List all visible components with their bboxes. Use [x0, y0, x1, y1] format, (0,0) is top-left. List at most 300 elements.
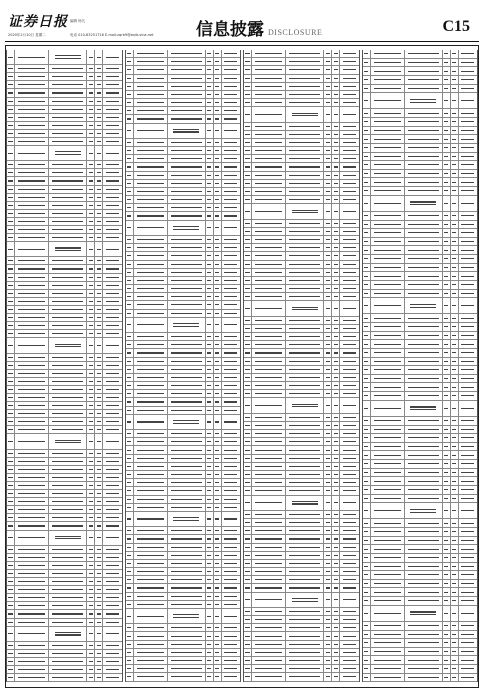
illegible-text: [89, 633, 93, 634]
illegible-text: [127, 587, 131, 588]
illegible-text: [52, 493, 83, 494]
table-row: [126, 544, 241, 552]
remark-cell: [459, 290, 477, 298]
illegible-text: [8, 229, 12, 230]
illegible-text: [137, 336, 164, 337]
table-row: [363, 67, 478, 76]
value-cell: [451, 563, 459, 571]
remark-cell: [103, 506, 121, 513]
remark-cell: [222, 236, 240, 243]
table-row: [126, 236, 241, 244]
illegible-text: [334, 102, 338, 103]
value-cell: [214, 479, 222, 486]
remark-cell: [340, 188, 358, 195]
illegible-text: [444, 293, 448, 294]
section-title: 信息披露: [196, 20, 264, 40]
value-cell: [324, 511, 332, 518]
illegible-text: [207, 596, 211, 597]
table-row: [244, 293, 359, 301]
row-number-cell: [244, 560, 252, 567]
illegible-text: [171, 288, 202, 289]
illegible-text: [224, 352, 237, 353]
illegible-text: [343, 611, 356, 612]
value-cell: [206, 446, 214, 453]
row-number-cell: [244, 374, 252, 381]
table-row: [363, 170, 478, 179]
fund-name-cell: [286, 204, 324, 218]
illegible-text: [334, 158, 338, 159]
illegible-text: [215, 361, 219, 362]
illegible-text: [18, 301, 45, 302]
remark-cell: [103, 298, 121, 305]
illegible-text: [137, 410, 164, 411]
row-number-cell: [126, 91, 134, 98]
remark-cell: [340, 624, 358, 631]
illegible-text: [137, 676, 164, 677]
remark-cell: [459, 135, 477, 143]
value-cell: [87, 290, 95, 297]
remark-cell: [340, 196, 358, 203]
illegible-text: [334, 78, 338, 79]
fund-name-cell: [286, 560, 324, 567]
illegible-text: [224, 150, 237, 151]
remark-cell: [459, 67, 477, 75]
table-row: [7, 394, 122, 402]
illegible-text: [224, 441, 237, 442]
value-cell: [95, 562, 103, 569]
illegible-text: [334, 571, 338, 572]
illegible-text: [8, 197, 12, 198]
table-row: [126, 487, 241, 495]
illegible-text: [207, 587, 211, 588]
illegible-text: [18, 517, 45, 518]
value-cell: [95, 306, 103, 313]
value-cell: [443, 67, 451, 75]
value-cell: [214, 261, 222, 268]
illegible-text: [245, 385, 249, 386]
illegible-text: [334, 466, 338, 467]
illegible-text: [97, 525, 101, 526]
value-cell: [206, 601, 214, 608]
value-cell: [332, 325, 340, 332]
illegible-text: [89, 309, 93, 310]
illegible-text: [215, 272, 219, 273]
row-number-cell: [126, 512, 134, 526]
illegible-text: [207, 86, 211, 87]
illegible-text: [207, 421, 211, 422]
illegible-text: [326, 636, 330, 637]
illegible-text: [89, 413, 93, 414]
fund-name-cell: [286, 374, 324, 381]
illegible-text: [444, 53, 448, 54]
value-cell: [451, 571, 459, 579]
fund-code-cell: [15, 482, 49, 489]
row-number-cell: [363, 178, 371, 186]
value-cell: [443, 656, 451, 664]
illegible-text: [289, 231, 320, 232]
illegible-text: [8, 669, 12, 670]
fund-name-cell: [286, 220, 324, 227]
value-cell: [324, 568, 332, 575]
fund-code-cell: [252, 91, 286, 98]
illegible-text: [408, 258, 439, 259]
row-number-cell: [244, 455, 252, 462]
remark-cell: [459, 401, 477, 416]
illegible-text: [461, 455, 474, 456]
illegible-text: [245, 514, 249, 515]
illegible-text: [18, 92, 45, 93]
row-number-cell: [363, 519, 371, 527]
remark-cell: [340, 584, 358, 591]
fund-name-cell: [168, 624, 206, 631]
value-cell: [443, 434, 451, 442]
illegible-text: [171, 313, 202, 314]
fund-code-cell: [252, 519, 286, 526]
table-row: [7, 50, 122, 65]
remark-cell: [103, 169, 121, 176]
table-row: [126, 180, 241, 188]
row-number-cell: [7, 202, 15, 209]
table-row: [363, 135, 478, 144]
remark-cell: [222, 83, 240, 90]
value-cell: [451, 545, 459, 553]
value-cell: [443, 545, 451, 553]
illegible-text: [452, 651, 456, 652]
value-cell: [206, 415, 214, 429]
illegible-text: [374, 592, 401, 593]
remark-cell: [459, 597, 477, 605]
illegible-text: [8, 109, 12, 110]
fund-name-cell: [286, 285, 324, 292]
illegible-text: [289, 166, 320, 167]
row-number-cell: [126, 236, 134, 243]
fund-name-cell: [286, 527, 324, 534]
value-cell: [95, 602, 103, 609]
illegible-text: [452, 592, 456, 593]
table-row: [7, 570, 122, 578]
illegible-text: [408, 378, 439, 379]
illegible-text: [207, 94, 211, 95]
illegible-text: [334, 482, 338, 483]
illegible-text: [452, 420, 456, 421]
remark-cell: [340, 172, 358, 179]
value-cell: [443, 118, 451, 126]
value-cell: [451, 639, 459, 647]
illegible-text: [106, 92, 119, 93]
illegible-text: [408, 326, 439, 327]
table-row: [7, 619, 122, 627]
illegible-text: [461, 446, 474, 447]
remark-cell: [340, 438, 358, 445]
illegible-text: [224, 587, 237, 588]
table-row: [126, 568, 241, 576]
table-row: [7, 554, 122, 562]
illegible-text: [408, 463, 439, 464]
fund-code-cell: [371, 93, 405, 108]
illegible-text: [343, 247, 356, 248]
value-cell: [87, 98, 95, 105]
value-cell: [332, 147, 340, 154]
row-number-cell: [244, 261, 252, 268]
illegible-text: [18, 525, 45, 526]
illegible-text: [127, 563, 131, 564]
illegible-text: [334, 352, 338, 353]
value-cell: [324, 163, 332, 170]
remark-cell: [103, 378, 121, 385]
illegible-text: [410, 409, 436, 410]
illegible-text: [289, 393, 320, 394]
remark-cell: [340, 50, 358, 57]
remark-cell: [103, 161, 121, 168]
illegible-text: [374, 344, 401, 345]
illegible-text: [106, 101, 119, 102]
row-number-cell: [126, 446, 134, 453]
table-row: [126, 172, 241, 180]
illegible-text: [289, 514, 320, 515]
illegible-text: [207, 324, 211, 325]
row-number-cell: [7, 282, 15, 289]
illegible-text: [245, 255, 249, 256]
illegible-text: [89, 197, 93, 198]
table-row: [363, 118, 478, 127]
value-cell: [87, 394, 95, 401]
table-row: [363, 545, 478, 554]
illegible-text: [343, 175, 356, 176]
illegible-text: [8, 605, 12, 606]
table-row: [244, 496, 359, 511]
illegible-text: [137, 507, 164, 508]
fund-name-cell: [168, 147, 206, 154]
fund-code-cell: [371, 571, 405, 579]
illegible-text: [97, 260, 101, 261]
illegible-text: [452, 446, 456, 447]
fund-name-cell: [286, 366, 324, 373]
row-number-cell: [7, 210, 15, 217]
table-row: [363, 434, 478, 443]
illegible-text: [224, 288, 237, 289]
illegible-text: [106, 357, 119, 358]
fund-code-cell: [252, 616, 286, 623]
row-number-cell: [126, 50, 134, 57]
illegible-text: [224, 644, 237, 645]
table-row: [7, 257, 122, 265]
illegible-text: [452, 62, 456, 63]
illegible-text: [343, 405, 356, 406]
illegible-text: [461, 241, 474, 242]
illegible-text: [8, 509, 12, 510]
illegible-text: [408, 182, 439, 183]
fund-code-cell: [15, 290, 49, 297]
illegible-text: [461, 53, 474, 54]
value-cell: [206, 107, 214, 114]
illegible-text: [52, 325, 83, 326]
illegible-text: [255, 644, 282, 645]
fund-name-cell: [286, 593, 324, 607]
illegible-text: [127, 596, 131, 597]
illegible-text: [8, 557, 12, 558]
illegible-text: [444, 557, 448, 558]
illegible-text: [224, 668, 237, 669]
fund-name-cell: [286, 463, 324, 470]
illegible-text: [137, 247, 164, 248]
value-cell: [87, 306, 95, 313]
illegible-text: [137, 518, 164, 519]
illegible-text: [171, 183, 202, 184]
fund-code-cell: [15, 177, 49, 184]
illegible-text: [334, 385, 338, 386]
value-cell: [324, 285, 332, 292]
value-cell: [332, 366, 340, 373]
remark-cell: [340, 632, 358, 639]
illegible-text: [106, 277, 119, 278]
row-number-cell: [244, 593, 252, 607]
value-cell: [451, 187, 459, 195]
illegible-text: [224, 616, 237, 617]
value-cell: [214, 382, 222, 389]
illegible-text: [224, 507, 237, 508]
illegible-text: [289, 676, 320, 677]
illegible-text: [127, 490, 131, 491]
remark-cell: [459, 314, 477, 322]
illegible-text: [452, 455, 456, 456]
illegible-text: [452, 489, 456, 490]
table-row: [7, 354, 122, 362]
value-cell: [214, 415, 222, 429]
value-cell: [324, 616, 332, 623]
row-number-cell: [126, 584, 134, 591]
illegible-text: [127, 296, 131, 297]
illegible-text: [444, 121, 448, 122]
illegible-text: [452, 267, 456, 268]
fund-code-cell: [15, 138, 49, 145]
fund-code-cell: [15, 73, 49, 80]
fund-name-cell: [286, 99, 324, 106]
illegible-text: [137, 239, 164, 240]
fund-code-cell: [252, 576, 286, 583]
value-cell: [214, 624, 222, 631]
illegible-text: [452, 203, 456, 204]
illegible-text: [326, 514, 330, 515]
fund-name-cell: [168, 398, 206, 405]
row-number-cell: [363, 314, 371, 322]
value-cell: [443, 229, 451, 237]
illegible-text: [18, 477, 45, 478]
illegible-text: [8, 101, 12, 102]
fund-code-cell: [134, 576, 168, 583]
illegible-text: [408, 139, 439, 140]
value-cell: [451, 118, 459, 126]
remark-cell: [222, 455, 240, 462]
illegible-text: [52, 549, 83, 550]
illegible-text: [452, 481, 456, 482]
illegible-text: [127, 482, 131, 483]
illegible-text: [364, 215, 368, 216]
illegible-text: [408, 62, 439, 63]
remark-cell: [459, 417, 477, 425]
illegible-text: [255, 450, 282, 451]
remark-cell: [459, 178, 477, 186]
fund-code-cell: [15, 274, 49, 281]
fund-name-cell: [49, 81, 87, 88]
illegible-text: [364, 326, 368, 327]
fund-name-cell: [168, 212, 206, 219]
illegible-text: [408, 574, 439, 575]
remark-cell: [340, 366, 358, 373]
illegible-text: [452, 395, 456, 396]
illegible-text: [255, 175, 282, 176]
illegible-text: [408, 429, 439, 430]
table-row: [7, 594, 122, 602]
fund-code-cell: [371, 545, 405, 553]
fund-name-cell: [168, 285, 206, 292]
fund-name-cell: [168, 382, 206, 389]
remark-cell: [103, 81, 121, 88]
row-number-cell: [363, 76, 371, 84]
value-cell: [332, 50, 340, 57]
illegible-text: [89, 461, 93, 462]
value-cell: [214, 221, 222, 235]
illegible-text: [289, 102, 320, 103]
illegible-text: [207, 175, 211, 176]
table-row: [244, 616, 359, 624]
illegible-text: [343, 211, 356, 212]
value-cell: [443, 109, 451, 117]
illegible-text: [171, 142, 202, 143]
remark-cell: [222, 601, 240, 608]
value-cell: [214, 124, 222, 138]
illegible-text: [52, 421, 83, 422]
fund-code-cell: [371, 495, 405, 503]
illegible-text: [364, 318, 368, 319]
illegible-text: [137, 94, 164, 95]
value-cell: [451, 486, 459, 494]
illegible-text: [97, 317, 101, 318]
remark-cell: [222, 487, 240, 494]
illegible-text: [452, 224, 456, 225]
illegible-text: [106, 141, 119, 142]
table-row: [363, 246, 478, 255]
row-number-cell: [126, 593, 134, 600]
fund-name-cell: [168, 204, 206, 211]
fund-name-cell: [49, 362, 87, 369]
illegible-text: [326, 288, 330, 289]
value-cell: [332, 487, 340, 494]
illegible-text: [408, 387, 439, 388]
fund-name-cell: [168, 277, 206, 284]
fund-code-cell: [15, 106, 49, 113]
row-number-cell: [363, 118, 371, 126]
fund-name-cell: [405, 153, 443, 161]
illegible-text: [18, 669, 45, 670]
remark-cell: [459, 443, 477, 451]
illegible-text: [461, 71, 474, 72]
illegible-text: [343, 361, 356, 362]
table-row: [363, 495, 478, 504]
illegible-text: [255, 405, 282, 406]
fund-code-cell: [371, 196, 405, 211]
illegible-text: [334, 538, 338, 539]
table-row: [126, 446, 241, 454]
fund-name-cell: [286, 50, 324, 57]
illegible-text: [461, 677, 474, 678]
illegible-text: [408, 540, 439, 541]
value-cell: [214, 212, 222, 219]
remark-cell: [103, 546, 121, 553]
illegible-text: [207, 61, 211, 62]
illegible-text: [255, 255, 282, 256]
remark-cell: [340, 66, 358, 73]
illegible-text: [215, 324, 219, 325]
